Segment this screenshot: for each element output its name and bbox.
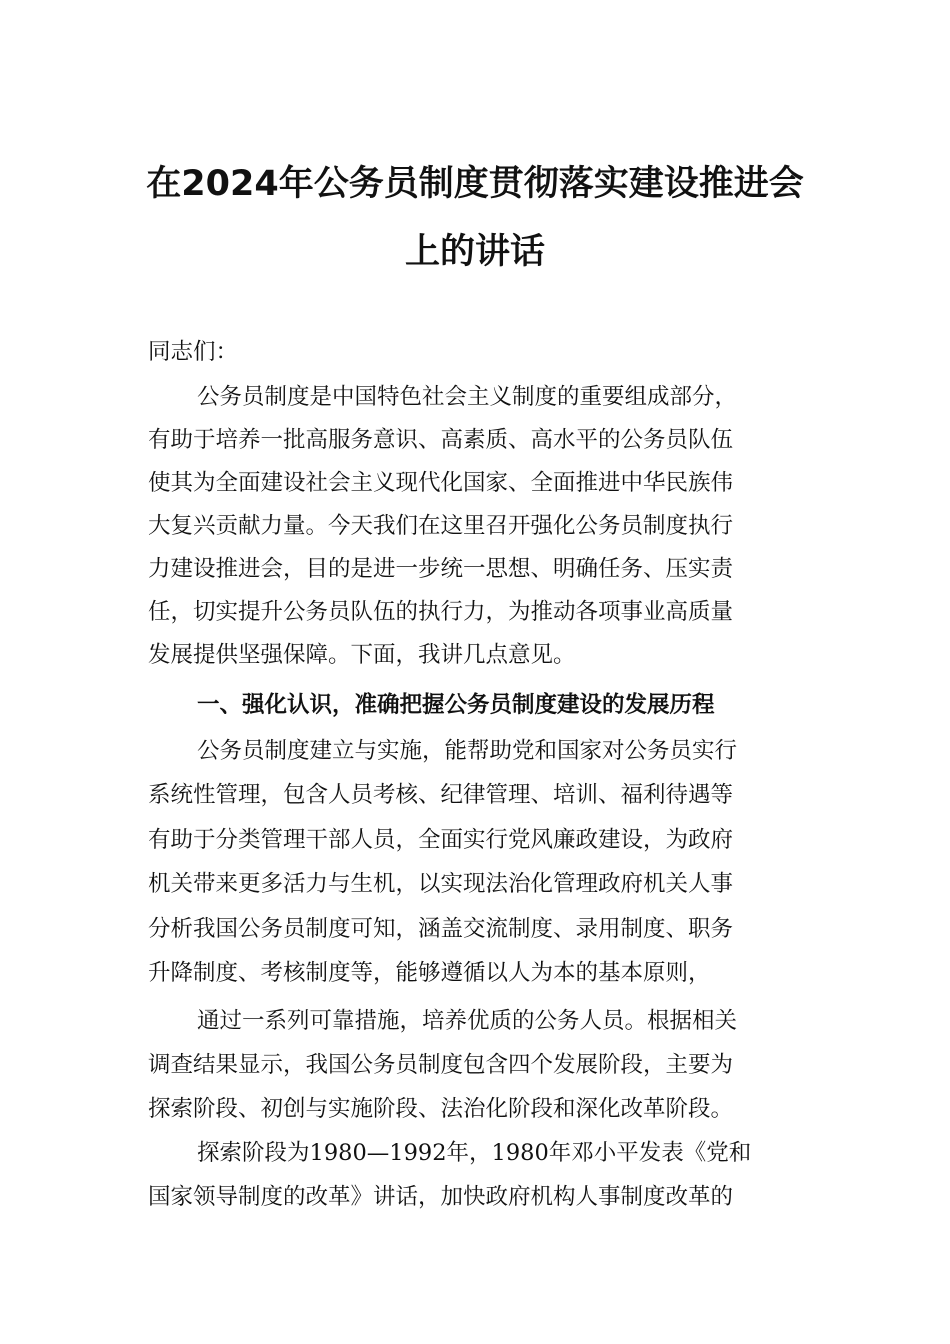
paragraph-line: 升降制度、考核制度等，能够遵循以人为本的基本原则，: [148, 960, 711, 986]
paragraph-line: 通过一系列可靠措施，培养优质的公务人员。根据相关: [197, 1008, 738, 1034]
paragraph-line: 探索阶段为1980—1992年，1980年邓小平发表《党和: [197, 1140, 752, 1166]
paragraph-line: 大复兴贡献力量。今天我们在这里召开强化公务员制度执行: [148, 513, 734, 539]
paragraph-line: 国家领导制度的改革》讲话，加快政府机构人事制度改革的: [148, 1184, 734, 1210]
paragraph-line: 任，切实提升公务员队伍的执行力，为推动各项事业高质量: [148, 599, 734, 625]
paragraph-line: 有助于培养一批高服务意识、高素质、高水平的公务员队伍: [148, 427, 734, 453]
paragraph-line: 力建设推进会，目的是进一步统一思想、明确任务、压实责: [148, 556, 734, 582]
document-title-line-2: 上的讲话: [404, 232, 545, 272]
paragraph-line: 有助于分类管理干部人员，全面实行党风廉政建设，为政府: [148, 827, 734, 853]
paragraph-line: 发展提供坚强保障。下面，我讲几点意见。: [148, 642, 576, 668]
paragraph-line: 公务员制度建立与实施，能帮助党和国家对公务员实行: [197, 738, 738, 764]
document-title-line-1: 在2024年公务员制度贯彻落实建设推进会: [146, 164, 804, 204]
paragraph-line: 探索阶段、初创与实施阶段、法治化阶段和深化改革阶段。: [148, 1096, 734, 1122]
paragraph-line: 公务员制度是中国特色社会主义制度的重要组成部分，: [197, 384, 738, 410]
paragraph-line: 分析我国公务员制度可知，涵盖交流制度、录用制度、职务: [148, 916, 734, 942]
section-heading: 一、强化认识，准确把握公务员制度建设的发展历程: [197, 692, 715, 718]
paragraph-line: 使其为全面建设社会主义现代化国家、全面推进中华民族伟: [148, 470, 734, 496]
paragraph-line: 机关带来更多活力与生机，以实现法治化管理政府机关人事: [148, 871, 734, 897]
paragraph-line: 调查结果显示，我国公务员制度包含四个发展阶段，主要为: [148, 1052, 734, 1078]
paragraph-line: 系统性管理，包含人员考核、纪律管理、培训、福利待遇等: [148, 782, 734, 808]
salutation: 同志们：: [148, 339, 239, 365]
